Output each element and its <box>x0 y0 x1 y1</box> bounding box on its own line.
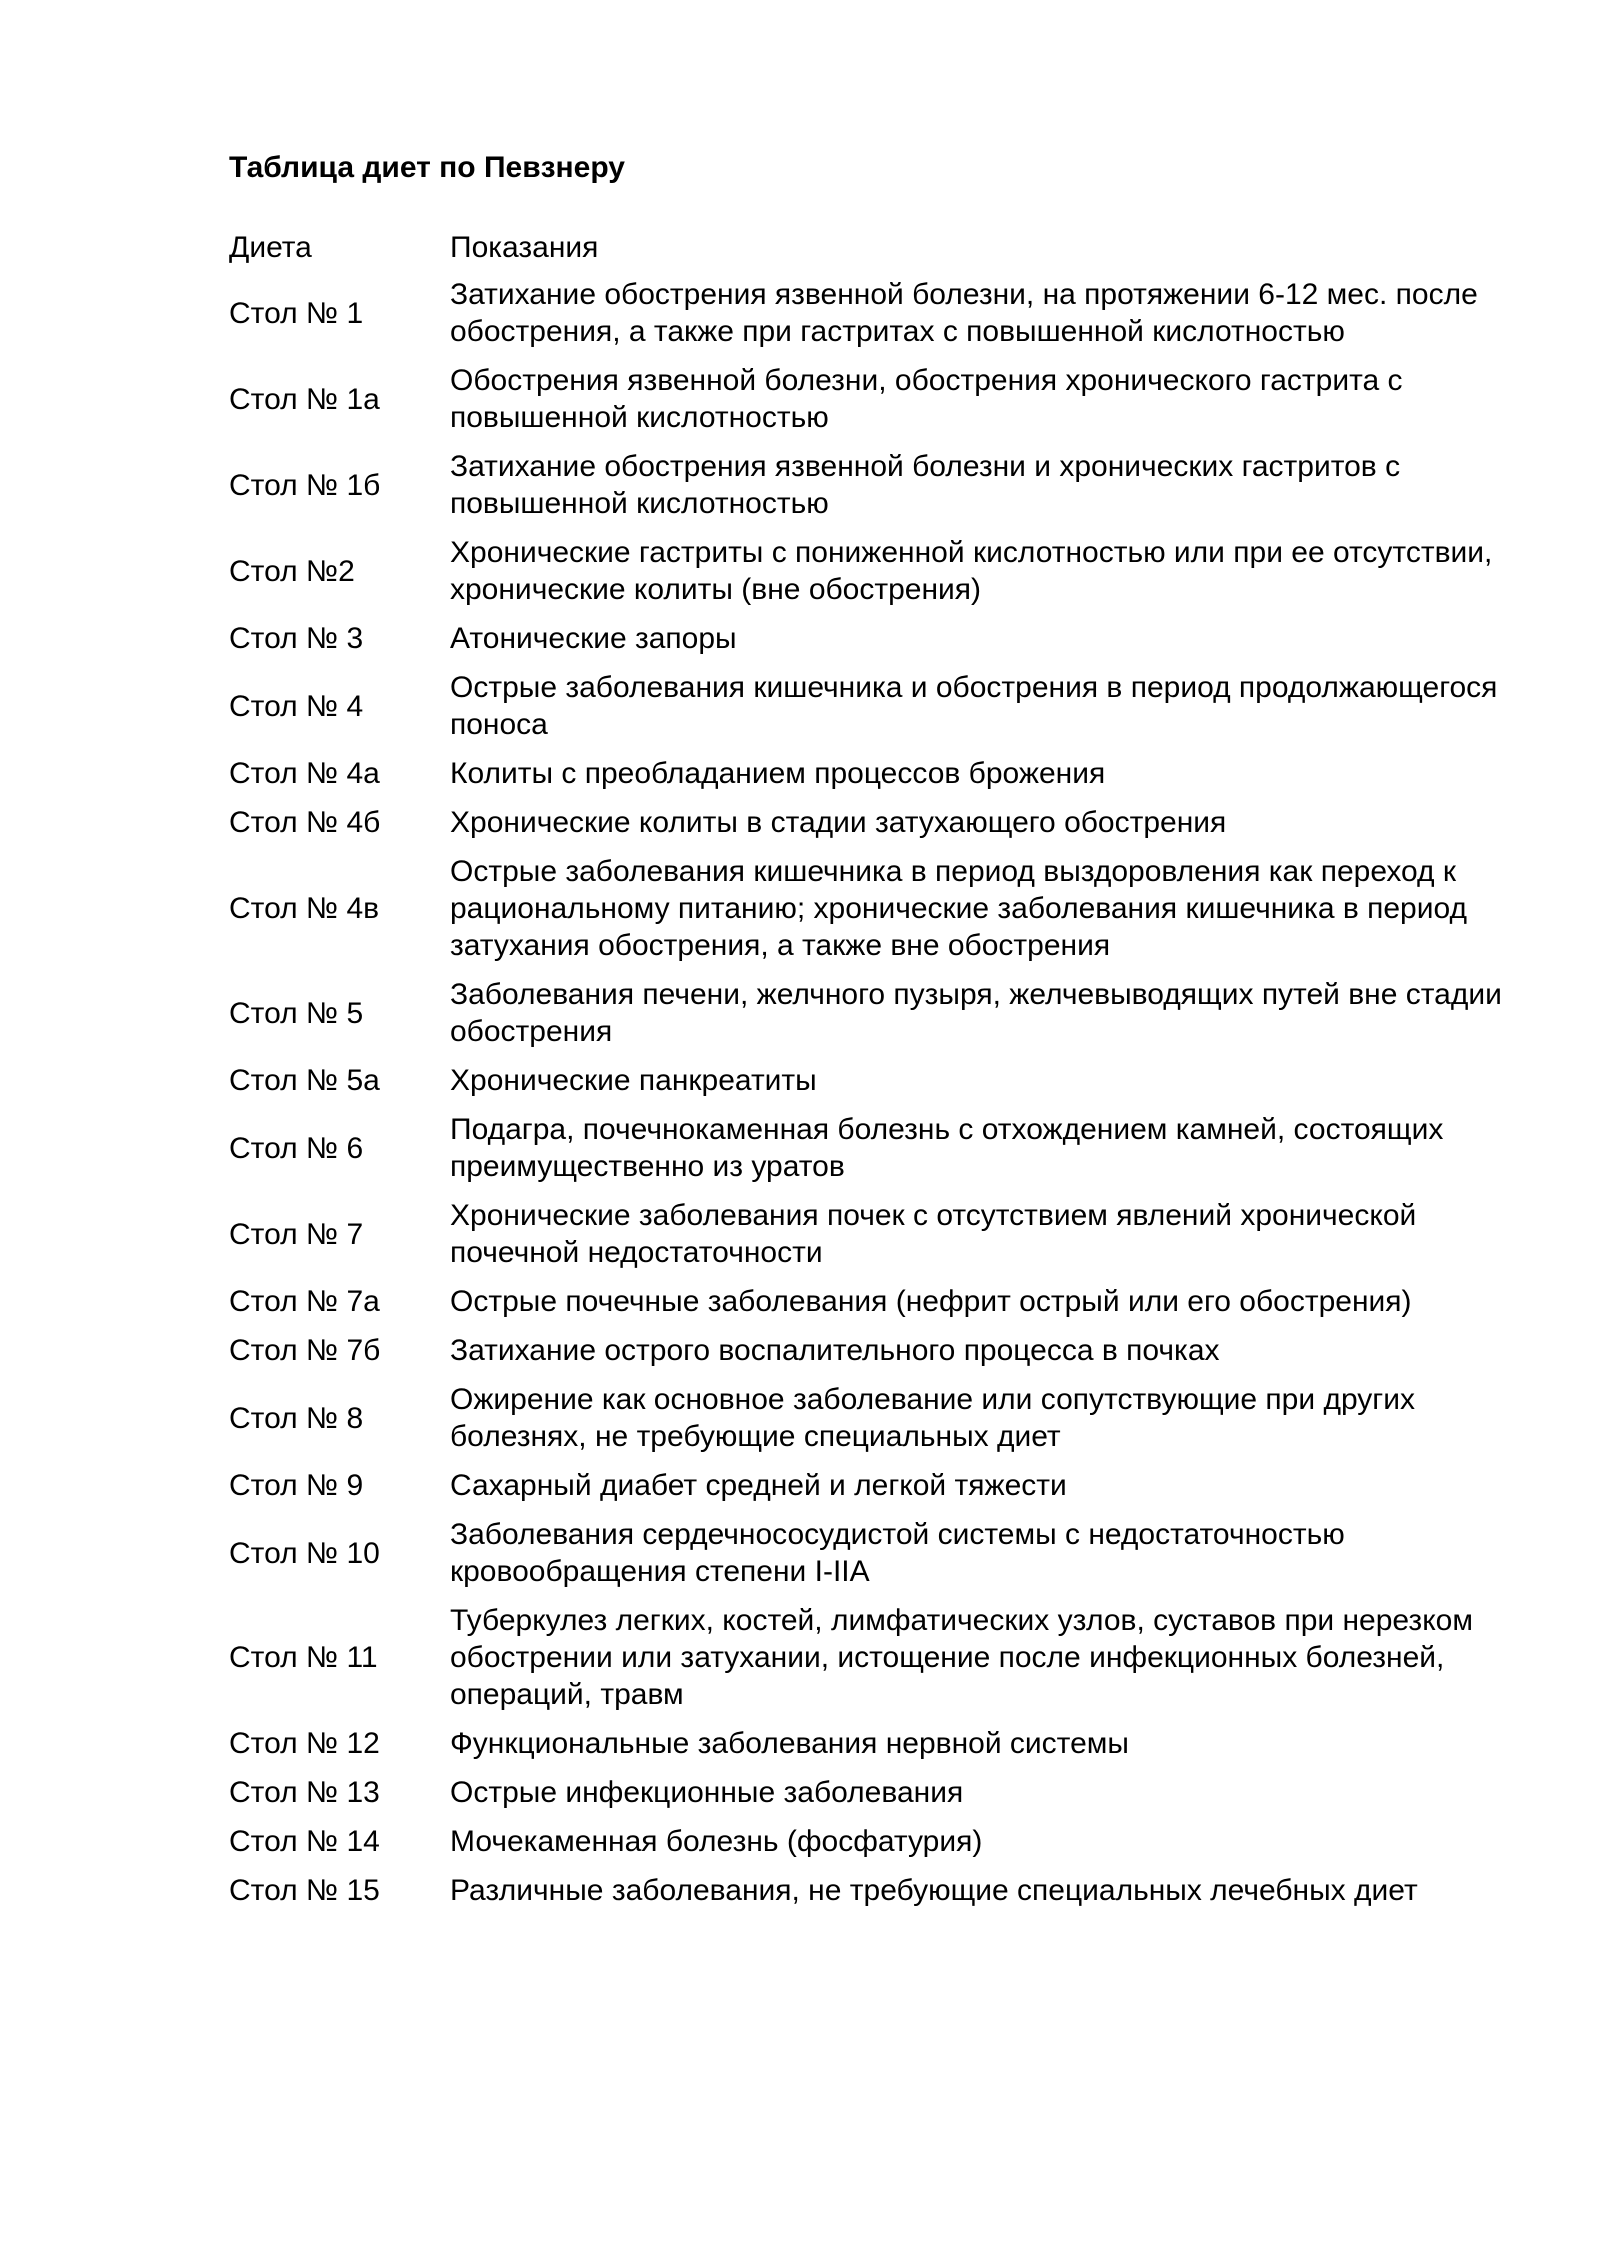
indication-cell: Колиты с преобладанием процессов брожения <box>450 757 1106 790</box>
table-row <box>229 1326 1529 1375</box>
indication-cell: Различные заболевания, не требующие специальных лечебных диет <box>450 1874 1418 1907</box>
indication-cell: Острые заболевания кишечника в период выздоровления как переход к рациональному питанию; хронические заболевания кишечника в период затухания обострения, а также вне обострения <box>450 855 1468 962</box>
diet-name-cell: Стол № 1а <box>229 382 380 416</box>
diet-name-cell: Стол № 9 <box>229 1469 364 1502</box>
indication-cell: Обострения язвенной болезни, обострения хронического гастрита с повышенной кислотностью <box>450 364 1403 434</box>
indication-cell: Хронические гастриты с пониженной кислотностью или при ее отсутствии, хронические колиты (вне обострения) <box>450 536 1493 606</box>
diet-table <box>229 223 1529 1915</box>
diet-name-cell: Стол № 7а <box>229 1285 380 1318</box>
indication-cell: Ожирение как основное заболевание или сопутствующие при других болезнях, не требующие специальных диет <box>450 1383 1415 1453</box>
indication-cell: Острые заболевания кишечника и обострения в период продолжающегося поноса <box>450 671 1498 741</box>
indication-cell: Подагра, почечнокаменная болезнь с отхождением камней, состоящих преимущественно из уратов <box>450 1113 1444 1183</box>
indication-cell: Острые инфекционные заболевания <box>450 1776 964 1809</box>
indication-cell: Хронические панкреатиты <box>450 1064 817 1097</box>
diet-name-cell: Стол № 1 <box>229 296 364 330</box>
diet-name-cell: Стол № 7б <box>229 1334 381 1367</box>
table-row <box>229 1105 1529 1191</box>
table-row <box>229 749 1529 798</box>
diet-name-cell: Стол №2 <box>229 554 355 588</box>
diet-name-cell: Стол № 1б <box>229 468 381 502</box>
table-row <box>229 847 1529 970</box>
indication-cell: Туберкулез легких, костей, лимфатических узлов, суставов при нерезком обострении или затухании, истощение после инфекционных болезней, операций, травм <box>450 1604 1473 1711</box>
table-row <box>229 442 1529 528</box>
table-row <box>229 1768 1529 1817</box>
table-row <box>229 663 1529 749</box>
table-row <box>229 1191 1529 1277</box>
indication-cell: Заболевания печени, желчного пузыря, желчевыводящих путей вне стадии обострения <box>450 978 1502 1048</box>
table-row <box>229 528 1529 614</box>
diet-name-cell: Стол № 4а <box>229 757 380 790</box>
indication-cell: Хронические заболевания почек с отсутствием явлений хронической почечной недостаточности <box>450 1199 1417 1269</box>
indication-cell: Сахарный диабет средней и легкой тяжести <box>450 1469 1067 1502</box>
table-row <box>229 970 1529 1056</box>
table-row <box>229 1461 1529 1510</box>
diet-name-cell: Стол № 7 <box>229 1217 364 1251</box>
indication-cell: Затихание обострения язвенной болезни, на протяжении 6-12 мес. после обострения, а также при гастритах с повышенной кислотностью <box>450 278 1478 348</box>
table-header-row <box>229 223 1529 270</box>
diet-name-cell: Стол № 5а <box>229 1064 380 1097</box>
diet-name-cell: Стол № 6 <box>229 1131 364 1165</box>
table-row <box>229 1817 1529 1866</box>
indication-cell: Хронические колиты в стадии затухающего обострения <box>450 806 1227 839</box>
diet-name-cell: Стол № 15 <box>229 1874 380 1907</box>
diet-name-cell: Стол № 5 <box>229 996 364 1030</box>
indication-cell: Функциональные заболевания нервной системы <box>450 1727 1129 1760</box>
table-row <box>229 614 1529 663</box>
indication-cell: Атонические запоры <box>450 622 737 655</box>
table-row <box>229 1277 1529 1326</box>
indication-cell: Заболевания сердечнососудистой системы с недостаточностью кровообращения степени I-IIA <box>450 1518 1345 1588</box>
table-row <box>229 1056 1529 1105</box>
table-row <box>229 1596 1529 1719</box>
diet-name-cell: Стол № 11 <box>229 1641 378 1674</box>
diet-name-cell: Стол № 4б <box>229 806 381 839</box>
column-header-diet: Диета <box>229 231 312 264</box>
indication-cell: Затихание обострения язвенной болезни и хронических гастритов с повышенной кислотностью <box>450 450 1401 520</box>
column-header-indications: Показания <box>450 231 599 264</box>
diet-name-cell: Стол № 13 <box>229 1776 380 1809</box>
indication-cell: Затихание острого воспалительного процесса в почках <box>450 1334 1220 1367</box>
table-row <box>229 270 1529 356</box>
table-body <box>229 270 1529 1915</box>
document-title: Таблица диет по Певзнеру <box>229 151 625 184</box>
table-row <box>229 1375 1529 1461</box>
diet-name-cell: Стол № 14 <box>229 1825 380 1858</box>
diet-name-cell: Стол № 8 <box>229 1401 364 1435</box>
table-row <box>229 1719 1529 1768</box>
table-row <box>229 1866 1529 1915</box>
diet-name-cell: Стол № 3 <box>229 622 364 655</box>
indication-cell: Мочекаменная болезнь (фосфатурия) <box>450 1825 983 1858</box>
table-row <box>229 356 1529 442</box>
table-row <box>229 1510 1529 1596</box>
diet-name-cell: Стол № 10 <box>229 1536 380 1570</box>
diet-name-cell: Стол № 4 <box>229 689 364 723</box>
table-row <box>229 798 1529 847</box>
diet-name-cell: Стол № 12 <box>229 1727 380 1760</box>
indication-cell: Острые почечные заболевания (нефрит острый или его обострения) <box>450 1285 1412 1318</box>
diet-name-cell: Стол № 4в <box>229 892 380 925</box>
document-page <box>229 150 1529 1915</box>
